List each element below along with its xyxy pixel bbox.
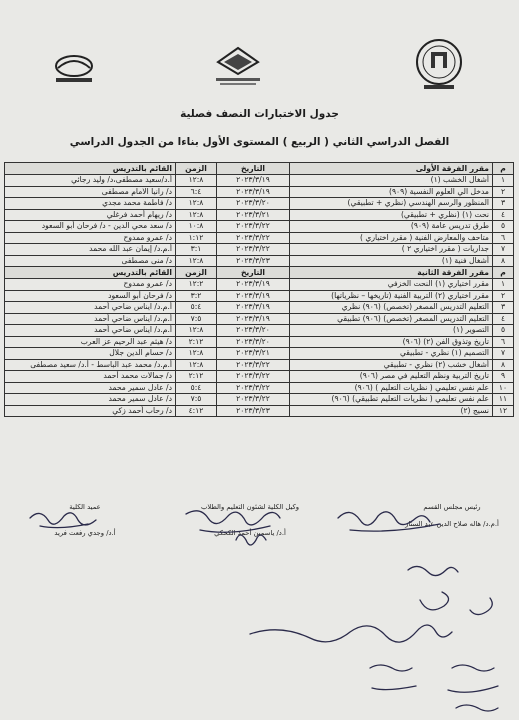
head-title: رئيس مجلس القسم — [423, 503, 481, 511]
header-instructor: القائم بالتدريس — [5, 267, 176, 279]
exam-time: ١٠:٨ — [176, 221, 217, 233]
table-row — [5, 186, 514, 198]
exam-time: ٧:٥ — [176, 313, 217, 325]
row-number: ٨ — [493, 359, 514, 371]
page-subtitle: الفصل الدراسي الثاني ( الربيع ) المستوى الأول بناءا من الجدول الدراسي — [69, 136, 450, 148]
header-time: الزمن — [176, 267, 217, 279]
instructor-name: أ.د/سعيد مصطفى،د/ وليد رجائي — [5, 175, 176, 187]
row-number: ٦ — [493, 336, 514, 348]
quality-unit-logo — [52, 48, 96, 88]
exam-date: ٢٠٢٣/٣/٢٠ — [217, 198, 290, 210]
row-number: ٥ — [493, 221, 514, 233]
course-name: أشغال فنية (١) — [290, 255, 493, 267]
table-row — [5, 313, 514, 325]
exam-time: ٥:٤ — [176, 382, 217, 394]
row-number: ١١ — [493, 394, 514, 406]
table-row — [5, 209, 514, 221]
page-title: جدول الاختبارات النصف فصلية — [180, 108, 339, 120]
row-number: ٣ — [493, 302, 514, 314]
instructor-name: د/ منى مصطفى — [5, 255, 176, 267]
exam-date: ٢٠٢٣/٣/١٩ — [217, 175, 290, 187]
exam-date: ٢٠٢٣/٣/٢٢ — [217, 371, 290, 383]
row-number: ٣ — [493, 198, 514, 210]
instructor-name: د/ عمرو ممدوح — [5, 232, 176, 244]
dean-title: عميد الكلية — [69, 503, 101, 511]
exam-time: ٣:١ — [176, 244, 217, 256]
dean-name: أ.د/ وجدي رفعت فريد — [54, 529, 116, 537]
exam-time: ٥:٤ — [176, 302, 217, 314]
course-name: علم نفس تعليمي ( نظريات التعليم ) (٩٠٦) — [290, 382, 493, 394]
instructor-name: د/ فاطمة محمد مجدي — [5, 198, 176, 210]
exam-date: ٢٠٢٣/٣/٢١ — [217, 209, 290, 221]
table-row — [5, 325, 514, 337]
header-time: الزمن — [176, 163, 217, 175]
table-row — [5, 405, 514, 417]
exam-time: ٢:١٢ — [176, 371, 217, 383]
exam-time: ١٢:٨ — [176, 209, 217, 221]
exam-date: ٢٠٢٣/٣/٢٢ — [217, 359, 290, 371]
exam-date: ٢٠٢٣/٣/١٩ — [217, 290, 290, 302]
exam-time: ١٢:٨ — [176, 359, 217, 371]
exam-date: ٢٠٢٣/٣/٢١ — [217, 348, 290, 360]
table-row — [5, 221, 514, 233]
row-number: ١٢ — [493, 405, 514, 417]
course-name: علم نفس تعليمي ( نظريات التعليم تطبيقي) (٩٠٦) — [290, 394, 493, 406]
instructor-name: د/ عمرو ممدوح — [5, 279, 176, 291]
exam-time: ٢:١٢ — [176, 336, 217, 348]
table-row — [5, 175, 514, 187]
course-name: تاريخ وتذوق الفن (٢) (٩٠٦) — [290, 336, 493, 348]
vice-dean-title: وكيل الكلية لشئون التعليم والطلاب — [200, 503, 300, 511]
table-row — [5, 244, 514, 256]
course-name: مقرر اختياري (٢) التربية الفنية (تاريخها – نظرياتها) — [290, 290, 493, 302]
instructor-name: د/ سعد محي الدين - د/ فرحان أبو السعود — [5, 221, 176, 233]
row-number: ١٠ — [493, 382, 514, 394]
exam-time: ٤:١٢ — [176, 405, 217, 417]
row-number: ٢ — [493, 186, 514, 198]
exam-time: ٦:٤ — [176, 186, 217, 198]
course-name: مقرر اختياري (١) النحت الخزفي — [290, 279, 493, 291]
exam-date: ٢٠٢٣/٣/٢٢ — [217, 232, 290, 244]
table-row — [5, 302, 514, 314]
exam-date: ٢٠٢٣/٣/٢٣ — [217, 255, 290, 267]
table-row — [5, 394, 514, 406]
row-number: ١ — [493, 279, 514, 291]
vice-dean-name: أ.د/ ياسمين أحمد الكحكي — [214, 529, 286, 537]
exam-time: ١٢:٨ — [176, 255, 217, 267]
table-row — [5, 348, 514, 360]
table-row — [5, 198, 514, 210]
exam-date: ٢٠٢٣/٣/٢٠ — [217, 336, 290, 348]
exam-date: ٢٠٢٣/٣/١٩ — [217, 302, 290, 314]
course-name: أشغال خشب (٢) نظري - تطبيقي — [290, 359, 493, 371]
exam-date: ٢٠٢٣/٣/٢٠ — [217, 325, 290, 337]
exam-date: ٢٠٢٣/٣/١٩ — [217, 186, 290, 198]
header-number: م — [493, 267, 514, 279]
exam-time: ١٢:٨ — [176, 348, 217, 360]
header-date: التاريخ — [217, 163, 290, 175]
table-header-row — [5, 267, 514, 279]
exam-time: ١٢:٨ — [176, 198, 217, 210]
instructor-name: أ.م.د/ ايناس ضاحي أحمد — [5, 325, 176, 337]
instructor-name: د/ عادل سمير محمد — [5, 394, 176, 406]
instructor-name: د/ ريهام أحمد فرغلي — [5, 209, 176, 221]
table-row — [5, 371, 514, 383]
row-number: ٤ — [493, 209, 514, 221]
row-number: ٦ — [493, 232, 514, 244]
university-logo — [412, 36, 466, 92]
header-course: مقرر الفرقة الثانية — [290, 267, 493, 279]
course-name: جداريات ( مقرر اختياري ٢ ) — [290, 244, 493, 256]
course-name: طرق تدريس عامة (٩٠٩) — [290, 221, 493, 233]
faculty-logo — [210, 44, 266, 88]
row-number: ١ — [493, 175, 514, 187]
instructor-name: د/ رحاب أحمد زكي — [5, 405, 176, 417]
course-name: متاحف والمعارض الفنية ( مقرر اختياري ) — [290, 232, 493, 244]
table-row — [5, 232, 514, 244]
course-name: نسيج (٢) — [290, 405, 493, 417]
instructor-name: د/ عادل سمير محمد — [5, 382, 176, 394]
table-row — [5, 255, 514, 267]
exam-schedule-table — [4, 162, 514, 417]
course-name: التصوير (١) — [290, 325, 493, 337]
course-name: التصميم (١) نظري - تطبيقي — [290, 348, 493, 360]
header-course: مقرر الفرقة الأولى — [290, 163, 493, 175]
row-number: ٧ — [493, 244, 514, 256]
header-logos — [0, 30, 519, 90]
course-name: مدخل الي العلوم النفسية (٩٠٩) — [290, 186, 493, 198]
instructor-name: أ.م.د/ إيمان عبد الله محمد — [5, 244, 176, 256]
instructor-name: د/ جمالات محمد أحمد — [5, 371, 176, 383]
instructor-name: أ.م.د/ ايناس ضاحي أحمد — [5, 302, 176, 314]
exam-date: ٢٠٢٣/٣/٢٣ — [217, 405, 290, 417]
table-row — [5, 336, 514, 348]
instructor-name: د/ رانيا الامام مصطفى — [5, 186, 176, 198]
head-name: أ.م.د/ هاله صلاح الدين عبد الستار — [405, 520, 499, 528]
exam-time: ٣:٢ — [176, 290, 217, 302]
instructor-name: د/ هيثم عبد الرحيم عز العرب — [5, 336, 176, 348]
row-number: ٤ — [493, 313, 514, 325]
course-name: تاريخ التربية ونظم التعليم في مصر (٩٠٦) — [290, 371, 493, 383]
header-date: التاريخ — [217, 267, 290, 279]
table-row — [5, 279, 514, 291]
exam-time: ١٢:٨ — [176, 175, 217, 187]
exam-time: ٧:٥ — [176, 394, 217, 406]
exam-date: ٢٠٢٣/٣/٢٢ — [217, 221, 290, 233]
row-number: ٧ — [493, 348, 514, 360]
exam-date: ٢٠٢٣/٣/١٩ — [217, 313, 290, 325]
row-number: ٩ — [493, 371, 514, 383]
course-name: التعليم التدريس المصغر (تخصص) (٩٠٦) نظري — [290, 302, 493, 314]
instructor-name: أ.م.د/ ايناس ضاحي أحمد — [5, 313, 176, 325]
table-row — [5, 382, 514, 394]
row-number: ٥ — [493, 325, 514, 337]
exam-time: ١٢:٢ — [176, 279, 217, 291]
instructor-name: د/ حسام الدين جلال — [5, 348, 176, 360]
row-number: ٢ — [493, 290, 514, 302]
course-name: أشغال الخشب (١) — [290, 175, 493, 187]
header-number: م — [493, 163, 514, 175]
exam-date: ٢٠٢٣/٣/٢٢ — [217, 382, 290, 394]
exam-time: ١:١٢ — [176, 232, 217, 244]
exam-date: ٢٠٢٣/٣/١٩ — [217, 279, 290, 291]
exam-date: ٢٠٢٣/٣/٢٢ — [217, 244, 290, 256]
course-name: التعليم التدريس المصغر (تخصص) (٩٠٦) تطبيقي — [290, 313, 493, 325]
exam-date: ٢٠٢٣/٣/٢٢ — [217, 394, 290, 406]
instructor-name: أ.م.د/ محمد عبد الباسط - أ.د/ سعيد مصطفى — [5, 359, 176, 371]
course-name: المنظور والرسم الهندسي (نظري + تطبيقي) — [290, 198, 493, 210]
instructor-name: د/ فرحان أبو السعود — [5, 290, 176, 302]
exam-time: ١٢:٨ — [176, 325, 217, 337]
table-row — [5, 359, 514, 371]
header-instructor: القائم بالتدريس — [5, 163, 176, 175]
table-header-row — [5, 163, 514, 175]
row-number: ٨ — [493, 255, 514, 267]
handwritten-signatures — [0, 500, 519, 720]
table-row — [5, 290, 514, 302]
course-name: نحت (١) (نظري + تطبيقي) — [290, 209, 493, 221]
